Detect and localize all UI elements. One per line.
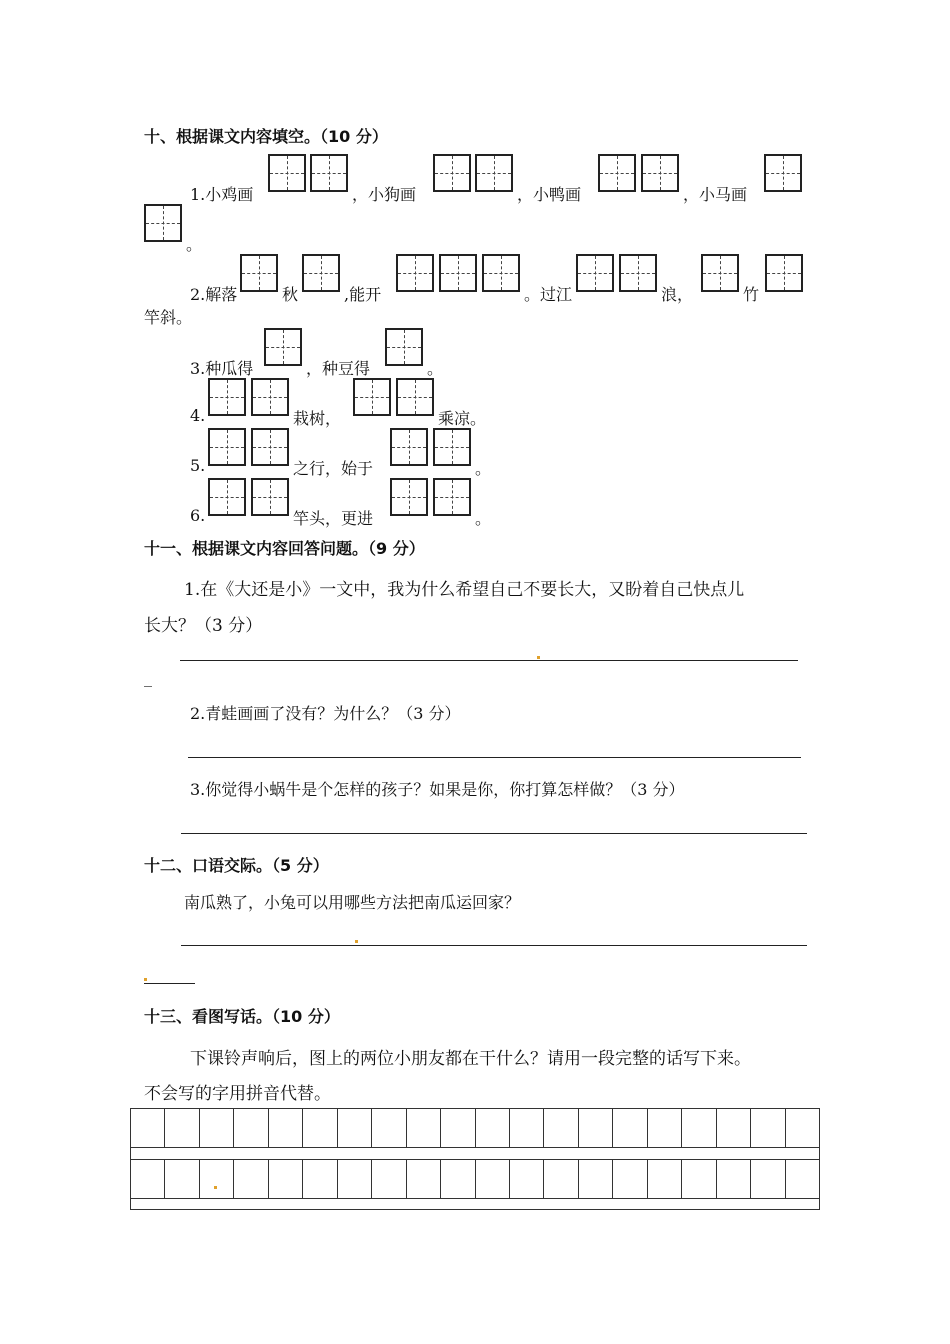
writing-cell[interactable]: [338, 1109, 372, 1147]
answer-box[interactable]: [302, 254, 340, 292]
writing-cell[interactable]: [579, 1109, 613, 1147]
writing-cell[interactable]: [165, 1109, 199, 1147]
answer-box[interactable]: [208, 478, 246, 516]
q10-5-part-a: 5.: [190, 456, 206, 475]
answer-line[interactable]: [144, 983, 195, 984]
q11-1-line1: 1.在《大还是小》一文中，我为什么希望自己不要长大，又盼着自己快点儿: [184, 580, 745, 600]
answer-box[interactable]: [482, 254, 520, 292]
q10-4-part-a: 4.: [190, 406, 206, 425]
section-12-title: 十二、口语交际。（5 分）: [144, 856, 329, 875]
answer-box[interactable]: [641, 154, 679, 192]
q10-2-part-d: 。过江: [524, 285, 573, 304]
answer-line[interactable]: [181, 945, 807, 946]
writing-cell[interactable]: [476, 1109, 510, 1147]
q13-prompt-line1: 下课铃声响后，图上的两位小朋友都在干什么？请用一段完整的话写下来。: [190, 1049, 751, 1069]
writing-cell[interactable]: [544, 1160, 578, 1198]
q10-2-part-c: ,能开: [344, 285, 382, 304]
writing-cell[interactable]: [441, 1109, 475, 1147]
answer-box[interactable]: [439, 254, 477, 292]
writing-cell[interactable]: [786, 1109, 819, 1147]
q10-5-part-b: 之行，始于: [293, 459, 374, 478]
q10-1-part-c: ，小鸭画: [517, 185, 582, 204]
answer-box[interactable]: [385, 328, 423, 366]
answer-box[interactable]: [598, 154, 636, 192]
q10-2-part-b: 秋: [282, 285, 299, 304]
q10-1-part-d: ，小马画: [683, 185, 748, 204]
answer-box[interactable]: [764, 154, 802, 192]
mark-dot: [355, 940, 358, 943]
q10-2-part-e: 浪，: [661, 285, 694, 304]
q10-4-part-b: 栽树，: [293, 409, 342, 428]
answer-box[interactable]: [433, 428, 471, 466]
writing-cell[interactable]: [786, 1160, 819, 1198]
answer-box[interactable]: [390, 478, 428, 516]
q10-5-part-c: 。: [475, 459, 492, 478]
answer-box[interactable]: [396, 254, 434, 292]
section-13-title: 十三、看图写话。（10 分）: [144, 1007, 340, 1026]
writing-cell[interactable]: [682, 1109, 716, 1147]
writing-cell[interactable]: [200, 1160, 234, 1198]
writing-cell[interactable]: [407, 1160, 441, 1198]
answer-box[interactable]: [433, 154, 471, 192]
answer-box[interactable]: [208, 428, 246, 466]
writing-cell[interactable]: [165, 1160, 199, 1198]
mark-dot: [144, 978, 147, 981]
writing-cell[interactable]: [234, 1109, 268, 1147]
writing-cell[interactable]: [648, 1109, 682, 1147]
q10-2-part-f: 竹: [743, 285, 760, 304]
writing-row-1: [131, 1109, 819, 1148]
q10-3-part-a: 3.种瓜得: [190, 359, 254, 378]
writing-cell[interactable]: [510, 1160, 544, 1198]
q10-6-part-a: 6.: [190, 506, 206, 525]
writing-cell[interactable]: [338, 1160, 372, 1198]
writing-cell[interactable]: [131, 1109, 165, 1147]
q12-prompt: 南瓜熟了，小兔可以用哪些方法把南瓜运回家？: [184, 893, 521, 912]
answer-box[interactable]: [251, 378, 289, 416]
answer-box[interactable]: [251, 478, 289, 516]
writing-cell[interactable]: [717, 1109, 751, 1147]
q10-3-part-b: ，种豆得: [306, 359, 371, 378]
answer-box[interactable]: [390, 428, 428, 466]
answer-box[interactable]: [701, 254, 739, 292]
writing-cell[interactable]: [372, 1109, 406, 1147]
answer-box[interactable]: [264, 328, 302, 366]
writing-cell[interactable]: [234, 1160, 268, 1198]
writing-cell[interactable]: [579, 1160, 613, 1198]
answer-box[interactable]: [240, 254, 278, 292]
writing-cell[interactable]: [613, 1109, 647, 1147]
q10-3-part-c: 。: [427, 359, 444, 378]
writing-cell[interactable]: [751, 1160, 785, 1198]
writing-cell[interactable]: [682, 1160, 716, 1198]
writing-cell[interactable]: [131, 1160, 165, 1198]
q10-6-part-c: 。: [475, 509, 492, 528]
writing-cell[interactable]: [476, 1160, 510, 1198]
mark-dot: [537, 656, 540, 659]
section-11-title: 十一、根据课文内容回答问题。（9 分）: [144, 539, 425, 558]
writing-cell[interactable]: [372, 1160, 406, 1198]
answer-box[interactable]: [251, 428, 289, 466]
answer-line[interactable]: [188, 757, 801, 758]
q11-2: 2.青蛙画画了没有？为什么？（3 分）: [190, 704, 461, 723]
writing-row-gap: [131, 1148, 819, 1160]
answer-box[interactable]: [619, 254, 657, 292]
answer-box[interactable]: [765, 254, 803, 292]
writing-row-2: [131, 1160, 819, 1199]
writing-cell[interactable]: [441, 1160, 475, 1198]
section-10-title: 十、根据课文内容填空。（10 分）: [144, 127, 388, 146]
writing-row-gap: [131, 1199, 819, 1209]
q13-prompt-line2: 不会写的字用拼音代替。: [144, 1084, 331, 1104]
writing-cell[interactable]: [303, 1160, 337, 1198]
answer-box[interactable]: [576, 254, 614, 292]
writing-cell[interactable]: [613, 1160, 647, 1198]
writing-cell[interactable]: [407, 1109, 441, 1147]
answer-box[interactable]: [396, 378, 434, 416]
q10-1-end: 。: [186, 235, 203, 254]
writing-cell[interactable]: [269, 1109, 303, 1147]
answer-box[interactable]: [144, 204, 182, 242]
q11-1-tail: _: [144, 668, 152, 687]
writing-cell[interactable]: [751, 1109, 785, 1147]
writing-cell[interactable]: [269, 1160, 303, 1198]
q11-1-line2: 长大？（3 分）: [144, 616, 263, 636]
writing-cell[interactable]: [303, 1109, 337, 1147]
writing-cell[interactable]: [544, 1109, 578, 1147]
writing-cell[interactable]: [200, 1109, 234, 1147]
q10-1-part-a: 1.小鸡画: [190, 185, 254, 204]
answer-box[interactable]: [268, 154, 306, 192]
answer-box[interactable]: [310, 154, 348, 192]
answer-box[interactable]: [208, 378, 246, 416]
q11-3: 3.你觉得小蜗牛是个怎样的孩子？如果是你，你打算怎样做？（3 分）: [190, 780, 685, 799]
q10-2-part-a: 2.解落: [190, 285, 238, 304]
q10-4-part-c: 乘凉。: [438, 409, 487, 428]
writing-cell[interactable]: [510, 1109, 544, 1147]
mark-dot: [214, 1186, 217, 1189]
writing-cell[interactable]: [648, 1160, 682, 1198]
writing-cell[interactable]: [717, 1160, 751, 1198]
answer-box[interactable]: [353, 378, 391, 416]
q10-1-part-b: ，小狗画: [352, 185, 417, 204]
writing-grid: [130, 1108, 820, 1210]
answer-box[interactable]: [475, 154, 513, 192]
answer-line[interactable]: [180, 660, 798, 661]
q10-2-part-g: 竿斜。: [144, 308, 193, 327]
answer-line[interactable]: [181, 833, 807, 834]
q10-6-part-b: 竿头，更进: [293, 509, 374, 528]
answer-box[interactable]: [433, 478, 471, 516]
